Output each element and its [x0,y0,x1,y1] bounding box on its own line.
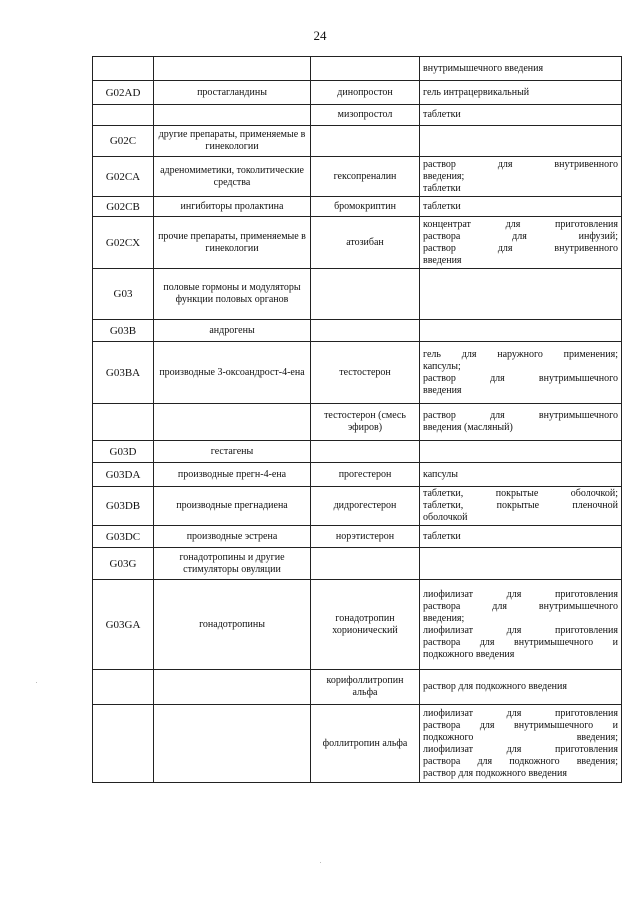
dosage-form-line: таблетки [423,530,461,542]
dosage-form-line: раствор для подкожного введения [423,681,567,692]
dosage-form-cell [420,217,622,269]
table-row [93,197,622,217]
table-row [93,404,622,441]
atc-code-cell: G03DB [93,487,154,526]
table-row [93,57,622,81]
dosage-form-line: введения (масляный) [423,422,513,433]
inn-cell: динопростон [311,81,420,105]
atc-group-cell [154,105,311,126]
dosage-form-cell [420,705,622,783]
dosage-form-line: раствора для внутримышечного [423,600,618,612]
dosage-form-line: раствора для внутримышечного и [423,636,618,648]
dosage-form-cell [420,269,622,320]
dosage-form-line: лиофилизат для приготовления [423,624,618,636]
inn-cell: корифоллитропин альфа [311,670,420,705]
dosage-form-line: подкожного введения; [423,731,618,743]
dosage-form-line: раствор для внутривенного [423,158,618,170]
atc-group-cell: производные прегнадиена [154,487,311,526]
inn-cell: мизопростол [311,105,420,126]
inn-cell: норэтистерон [311,526,420,548]
atc-code-cell: G03DC [93,526,154,548]
atc-group-cell: половые гормоны и модуляторы функции половых органов [154,269,311,320]
dosage-form-line: таблетки, покрытые пленочной [423,500,618,511]
atc-group-cell: гонадотропины [154,580,311,670]
atc-group-cell: андрогены [154,320,311,342]
atc-code-cell: G02AD [93,81,154,105]
inn-cell: прогестерон [311,463,420,487]
atc-group-cell: простагландины [154,81,311,105]
dosage-form-cell [420,197,622,217]
atc-group-cell: адреномиметики, токолитические средства [154,157,311,197]
dosage-form-line: гель интрацервикальный [423,86,530,98]
dosage-form-line: лиофилизат для приготовления [423,707,618,719]
inn-cell [311,126,420,157]
table-row [93,217,622,269]
dosage-form-line: раствор для подкожного введения [423,767,567,779]
atc-code-cell: G03 [93,269,154,320]
table-row [93,670,622,705]
dosage-form-line: гель для наружного применения; [423,348,618,360]
atc-code-cell: G03DA [93,463,154,487]
atc-group-cell [154,670,311,705]
dosage-form-cell [420,526,622,548]
atc-code-cell: G03GA [93,580,154,670]
table-row [93,81,622,105]
atc-group-cell: ингибиторы пролактина [154,197,311,217]
atc-code-cell [93,705,154,783]
atc-code-cell: G02CA [93,157,154,197]
inn-cell [311,548,420,580]
dosage-form-line: таблетки [423,200,461,212]
atc-code-cell: G03BA [93,342,154,404]
table-row [93,441,622,463]
atc-code-cell: G02CX [93,217,154,269]
atc-code-cell: G03B [93,320,154,342]
inn-cell: бромокриптин [311,197,420,217]
table-row [93,580,622,670]
dosage-form-line: таблетки [423,109,461,120]
table-row [93,526,622,548]
dosage-form-cell [420,342,622,404]
atc-code-cell: G03G [93,548,154,580]
atc-group-cell: производные эстрена [154,526,311,548]
atc-code-cell [93,105,154,126]
atc-group-cell: прочие препараты, применяемые в гинекологии [154,217,311,269]
dosage-form-line: введения; [423,170,465,182]
dosage-form-line: введения [423,384,462,396]
dosage-form-cell [420,126,622,157]
atc-group-cell: гонадотропины и другие стимуляторы овуляции [154,548,311,580]
dosage-form-cell [420,404,622,441]
dosage-form-cell [420,81,622,105]
dosage-form-line: концентрат для приготовления [423,218,618,230]
dosage-form-cell [420,441,622,463]
inn-cell: тестостерон [311,342,420,404]
table-row [93,157,622,197]
dosage-form-line: таблетки [423,182,461,194]
dosage-form-line: раствора для подкожного введения; [423,755,618,767]
inn-cell [311,441,420,463]
dosage-form-line: капсулы [423,468,458,480]
drug-table [92,56,622,783]
atc-group-cell: производные 3-оксоандрост-4-ена [154,342,311,404]
table-row [93,105,622,126]
atc-group-cell [154,404,311,441]
dosage-form-line: оболочкой [423,512,468,523]
dosage-form-cell [420,463,622,487]
dosage-form-line: раствора для внутримышечного и [423,719,618,731]
dosage-form-cell [420,57,622,81]
atc-group-cell: гестагены [154,441,311,463]
table-row [93,463,622,487]
dosage-form-line: раствора для инфузий; [423,230,618,242]
inn-cell: гексопреналин [311,157,420,197]
dosage-form-line: лиофилизат для приготовления [423,588,618,600]
table-row [93,342,622,404]
table-row [93,548,622,580]
inn-cell: дидрогестерон [311,487,420,526]
dosage-form-cell [420,320,622,342]
dosage-form-line: раствор для внутримышечного [423,372,618,384]
inn-cell [311,320,420,342]
dosage-form-line: капсулы; [423,360,461,372]
atc-group-cell: производные прегн-4-ена [154,463,311,487]
scan-mark [320,862,321,863]
table-row [93,487,622,526]
inn-cell [311,57,420,81]
atc-code-cell: G02CB [93,197,154,217]
atc-code-cell: G03D [93,441,154,463]
atc-group-cell [154,705,311,783]
dosage-form-cell [420,670,622,705]
table-row [93,705,622,783]
dosage-form-line: введения; [423,612,465,624]
inn-cell: атозибан [311,217,420,269]
inn-cell: тестостерон (смесь эфиров) [311,404,420,441]
dosage-form-line: лиофилизат для приготовления [423,743,618,755]
scan-mark [36,682,37,683]
dosage-form-cell [420,157,622,197]
atc-code-cell [93,404,154,441]
dosage-form-cell [420,548,622,580]
atc-group-cell: другие препараты, применяемые в гинекологии [154,126,311,157]
inn-cell: гонадотропин хорионический [311,580,420,670]
table-row [93,126,622,157]
atc-code-cell [93,670,154,705]
dosage-form-line: раствор для внутривенного [423,242,618,254]
atc-group-cell [154,57,311,81]
atc-code-cell [93,57,154,81]
dosage-form-line: таблетки, покрытые оболочкой; [423,488,618,499]
dosage-form-line: раствор для внутримышечного [423,410,618,421]
dosage-form-line: подкожного введения [423,648,515,660]
dosage-form-line: введения [423,254,462,266]
dosage-form-cell [420,105,622,126]
dosage-form-cell [420,580,622,670]
inn-cell [311,269,420,320]
page-number: 24 [313,28,327,43]
drug-table-body [93,57,622,783]
atc-code-cell: G02C [93,126,154,157]
dosage-form-cell [420,487,622,526]
dosage-form-line: внутримышечного введения [423,62,544,74]
table-row [93,269,622,320]
table-row [93,320,622,342]
inn-cell: фоллитропин альфа [311,705,420,783]
